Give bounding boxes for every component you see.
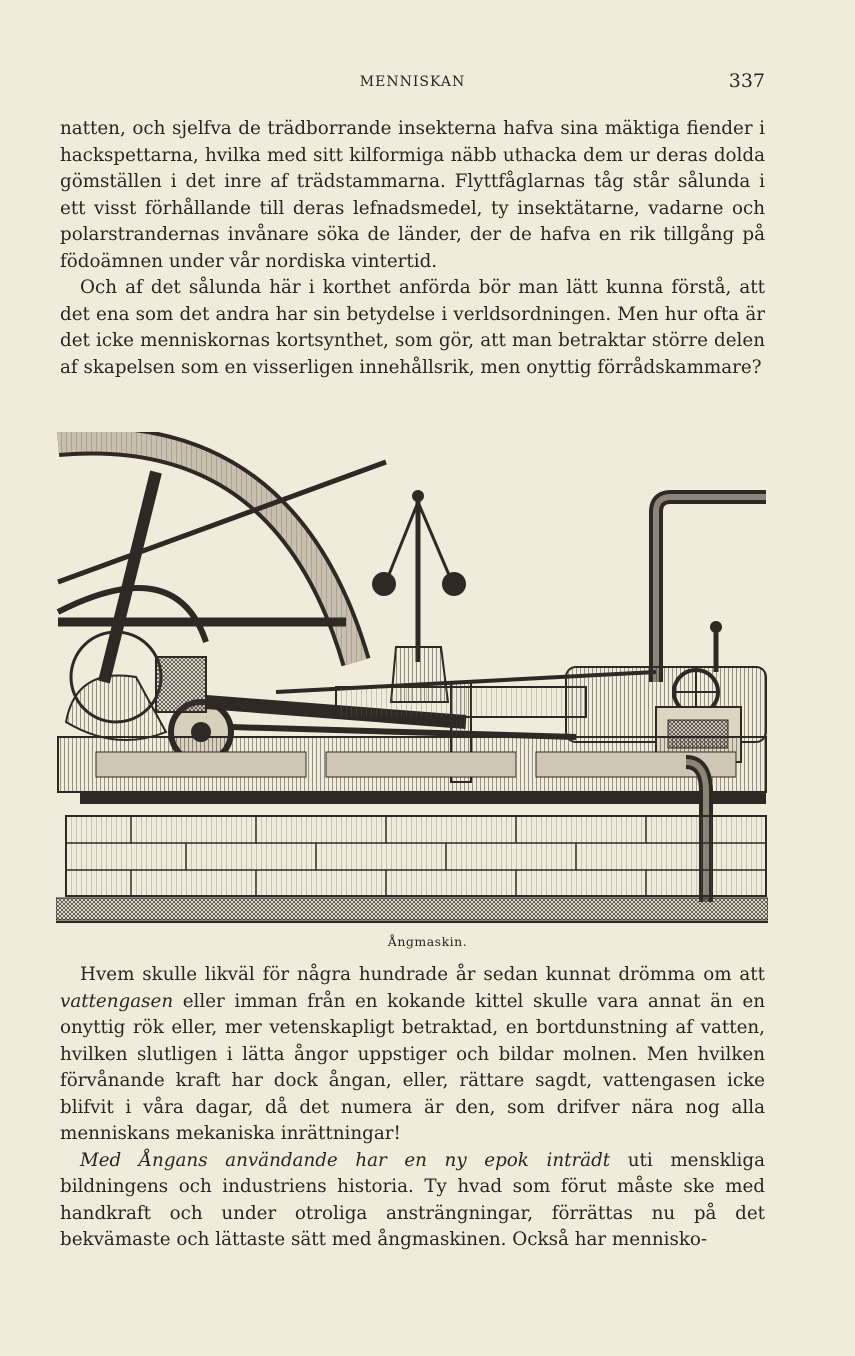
engraving	[56, 432, 768, 928]
page-number: 337	[728, 70, 765, 92]
steam-engine-illustration	[56, 432, 768, 928]
text-run: uti menskliga bildningens och industriens historia. Ty hvad som förut måste ske med handkraft och under otroliga ansträngningar, förrättas nu på det bekvämaste och lättaste sätt med ångmaskinen. Också har mennisko-	[60, 1149, 765, 1250]
text-run: eller imman från en kokande kittel skulle vara annat än en onyttig rök eller, mer vetenskapligt betraktad, en bortdunstning af vatten, hvilken slutligen i lätta ångor uppstiger och bildar molnen. Men hvilken förvånande kraft har dock ångan, eller, rättare sagdt, vattengasen icke blifvit i våra dagar, då det numera är den, som drifver nära nog alla menniskans mekaniska inrättningar!	[60, 990, 765, 1144]
text-block-top	[60, 116, 765, 381]
emphasis-text: Med Ångans användande har en ny epok inträdt	[80, 1149, 611, 1171]
paragraph: Och af det sålunda här i korthet anförda bör man lätt kunna förstå, att det ena som det andra har sin betydelse i verldsordningen. Men hur ofta är det icke menniskornas kortsynthet, som gör, att man betraktar större delen af skapelsen som en visserligen innehållsrik, men onyttig förrådskammare?	[60, 277, 765, 378]
emphasis-text: vattengasen	[60, 990, 174, 1012]
paragraph: natten, och sjelfva de trädborrande insekterna hafva sina mäktiga fiender i hackspettarna, hvilka med sitt kilformiga näbb uthacka dem ur deras dolda gömställen i det inre af trädstammarna. Flyttfåglarnas tåg står sålunda i ett visst förhållande till deras lefnadsmedel, ty insektätarne, vadarne och polarstrandernas invånare söka de länder, der de hafva en rik tillgång på födoämnen under vår nordiska vintertid.	[60, 118, 765, 272]
running-head	[60, 70, 765, 94]
paragraph	[60, 1148, 765, 1254]
paragraph	[60, 962, 765, 1148]
text-block-bottom	[60, 962, 765, 1254]
text-run: Hvem skulle likväl för några hundrade år sedan kunnat drömma om att	[80, 964, 765, 985]
figure-caption: Ångmaskin.	[387, 934, 468, 949]
running-title: MENNISKAN	[359, 74, 466, 90]
